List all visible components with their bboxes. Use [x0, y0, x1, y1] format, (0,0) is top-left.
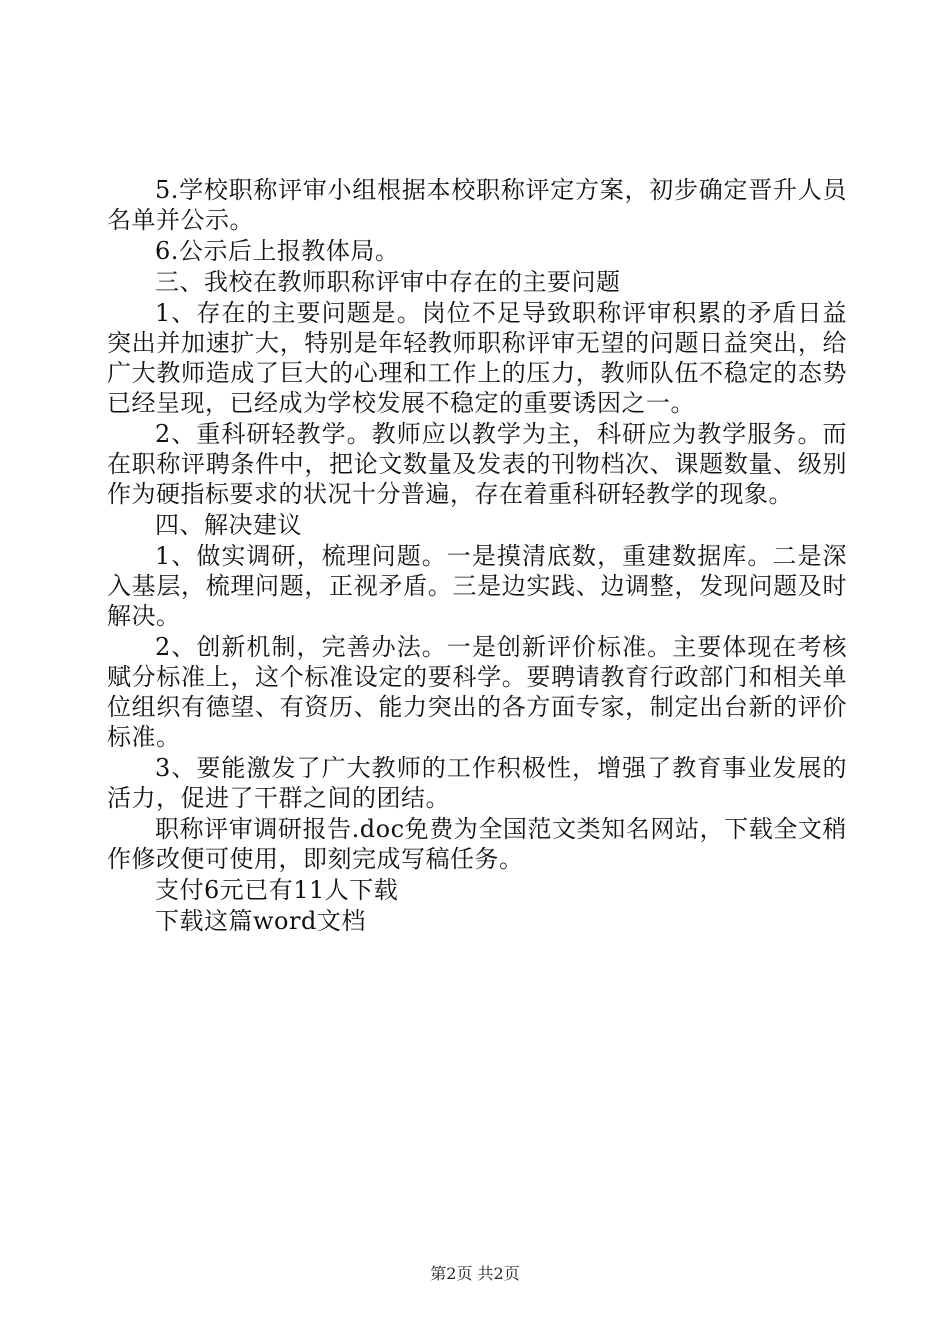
page-number-footer: 第2页 共2页 — [430, 1264, 520, 1283]
download-count-text[interactable]: 支付6元已有11人下载 — [155, 876, 399, 904]
download-word-link[interactable]: 下载这篇word文档 — [155, 907, 366, 935]
paragraph-problem-2: 2、重科研轻教学。教师应以教学为主，科研应为教学服务。而在职称评聘条件中，把论文数量及发表的刊物档次、课题数量、级别作为硬指标要求的状况十分普遍，存在着重科研轻教学的现象。 — [107, 420, 847, 508]
section-heading-suggestions: 四、解决建议 — [155, 511, 302, 539]
paragraph-step-6: 6.公示后上报教体局。 — [155, 237, 400, 265]
paragraph-step-5: 5.学校职称评审小组根据本校职称评定方案，初步确定晋升人员名单并公示。 — [107, 176, 847, 234]
section-heading-problems: 三、我校在教师职称评审中存在的主要问题 — [155, 268, 621, 296]
paragraph-suggestion-2: 2、创新机制，完善办法。一是创新评价标准。主要体现在考核赋分标准上，这个标准设定的要科学。要聘请教育行政部门和相关单位组织有德望、有资历、能力突出的各方面专家，制定出台新的评价标准。 — [107, 633, 847, 751]
paragraph-site-notice: 职称评审调研报告.doc免费为全国范文类知名网站，下载全文稍作修改便可使用，即刻完成写稿任务。 — [107, 815, 847, 873]
paragraph-suggestion-3: 3、要能激发了广大教师的工作积极性，增强了教育事业发展的活力，促进了干群之间的团结。 — [107, 754, 847, 812]
document-body — [107, 175, 847, 937]
paragraph-suggestion-1: 1、做实调研，梳理问题。一是摸清底数，重建数据库。二是深入基层，梳理问题，正视矛盾。三是边实践、边调整，发现问题及时解决。 — [107, 542, 847, 630]
paragraph-problem-1: 1、存在的主要问题是。岗位不足导致职称评审积累的矛盾日益突出并加速扩大，特别是年轻教师职称评审无望的问题日益突出，给广大教师造成了巨大的心理和工作上的压力，教师队伍不稳定的态势已经呈现，已经成为学校发展不稳定的重要诱因之一。 — [107, 299, 847, 417]
